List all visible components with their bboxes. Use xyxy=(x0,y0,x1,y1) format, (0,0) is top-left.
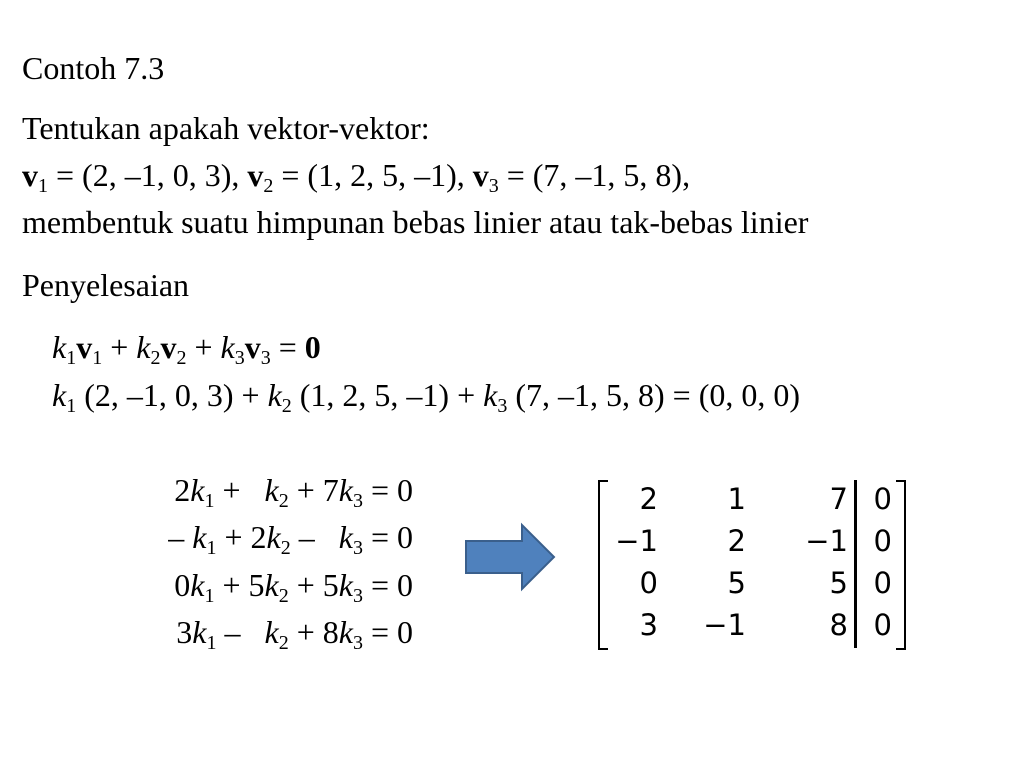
matrix-cell: 3 xyxy=(639,608,658,642)
bold-symbol: v xyxy=(22,157,38,193)
italic-variable: k xyxy=(266,519,281,555)
matrix-cell: 0 xyxy=(639,566,658,600)
matrix-cell: 0 xyxy=(873,524,892,558)
italic-variable: k xyxy=(338,567,353,603)
subscript: 2 xyxy=(263,175,274,197)
text-segment: + 2 xyxy=(216,519,267,555)
bold-symbol: v xyxy=(247,157,264,193)
italic-variable: k xyxy=(192,614,207,650)
bold-symbol: v xyxy=(472,157,489,193)
subscript: 1 xyxy=(66,347,77,369)
augmented-matrix xyxy=(598,478,908,650)
bold-symbol: v xyxy=(76,329,93,365)
italic-variable: k xyxy=(264,472,279,508)
matrix-cell: 7 xyxy=(829,482,848,516)
bold-symbol: v xyxy=(160,329,177,365)
right-arrow-icon xyxy=(464,522,558,592)
italic-variable: k xyxy=(190,567,205,603)
text-segment: 0 xyxy=(174,567,191,603)
system-equation-4 xyxy=(176,614,413,654)
subscript: 3 xyxy=(488,175,499,197)
subscript: 3 xyxy=(260,347,271,369)
subscript: 2 xyxy=(281,395,292,417)
text-segment: = (7, –1, 5, 8), xyxy=(498,157,691,193)
italic-variable: k xyxy=(338,519,353,555)
matrix-cell: 5 xyxy=(727,566,746,600)
matrix-cell: 2 xyxy=(639,482,658,516)
italic-variable: k xyxy=(192,519,207,555)
text-segment: = 0 xyxy=(362,472,413,508)
text-segment: = xyxy=(270,329,305,365)
text-segment: + 5 xyxy=(214,567,265,603)
subscript: 2 xyxy=(280,537,291,559)
subscript: 3 xyxy=(352,490,363,512)
matrix-cell: 0 xyxy=(873,482,892,516)
subscript: 3 xyxy=(497,395,508,417)
text-segment: (7, –1, 5, 8) = (0, 0, 0) xyxy=(507,377,800,413)
matrix-cell: 8 xyxy=(829,608,848,642)
matrix-cell: 1 xyxy=(727,482,746,516)
text-segment: (1, 2, 5, –1) + xyxy=(291,377,484,413)
text-segment: + 8 xyxy=(288,614,339,650)
matrix-cell: 0 xyxy=(873,566,892,600)
system-equation-3 xyxy=(174,567,413,607)
text-segment: + xyxy=(186,329,221,365)
solution-heading: Penyelesaian xyxy=(22,267,190,303)
italic-variable: k xyxy=(190,472,205,508)
system-equation-1 xyxy=(174,472,413,512)
question-text: Tentukan apakah vektor-vektor: xyxy=(22,110,430,146)
text-segment: + 7 xyxy=(288,472,339,508)
text-segment: = (1, 2, 5, –1), xyxy=(273,157,473,193)
vectors-line xyxy=(22,157,691,197)
matrix-cell: −1 xyxy=(615,524,658,558)
italic-variable: k xyxy=(52,377,67,413)
text-segment: + 5 xyxy=(288,567,339,603)
subscript: 1 xyxy=(38,175,48,197)
italic-variable: k xyxy=(264,614,279,650)
italic-variable: k xyxy=(338,472,353,508)
text-segment: + xyxy=(214,472,265,508)
matrix-cell: −1 xyxy=(703,608,746,642)
subscript: 3 xyxy=(352,632,363,654)
question-end: membentuk suatu himpunan bebas linier atau tak-bebas linier xyxy=(22,204,809,240)
system-equation-2 xyxy=(168,519,413,559)
matrix-cell: 2 xyxy=(727,524,746,558)
italic-variable: k xyxy=(220,329,235,365)
italic-variable: k xyxy=(264,567,279,603)
equation-vector-form xyxy=(52,329,321,369)
subscript: 1 xyxy=(92,347,103,369)
subscript: 2 xyxy=(278,585,289,607)
right-bracket xyxy=(896,480,906,650)
text-segment: – xyxy=(168,519,193,555)
text-segment: = (2, –1, 0, 3), xyxy=(48,157,248,193)
text-segment: = 0 xyxy=(362,519,413,555)
italic-variable: k xyxy=(52,329,67,365)
matrix-cell: 5 xyxy=(829,566,848,600)
text-segment: 2 xyxy=(174,472,191,508)
italic-variable: k xyxy=(136,329,151,365)
italic-variable: k xyxy=(267,377,282,413)
equation-component-form xyxy=(52,377,800,417)
subscript: 1 xyxy=(204,490,215,512)
subscript: 1 xyxy=(206,632,217,654)
bold-symbol: v xyxy=(244,329,261,365)
text-segment: = 0 xyxy=(362,614,413,650)
subscript: 1 xyxy=(66,395,77,417)
matrix-cell: −1 xyxy=(805,524,848,558)
subscript: 2 xyxy=(150,347,161,369)
text-segment: = 0 xyxy=(362,567,413,603)
matrix-cell: 0 xyxy=(873,608,892,642)
italic-variable: k xyxy=(338,614,353,650)
text-segment: – xyxy=(290,519,339,555)
text-segment: – xyxy=(216,614,265,650)
text-segment: + xyxy=(102,329,137,365)
subscript: 3 xyxy=(234,347,245,369)
text-segment: 3 xyxy=(176,614,193,650)
subscript: 1 xyxy=(204,585,215,607)
bold-symbol: 0 xyxy=(304,329,321,365)
subscript: 3 xyxy=(352,537,363,559)
subscript: 2 xyxy=(278,490,289,512)
subscript: 1 xyxy=(206,537,217,559)
italic-variable: k xyxy=(483,377,498,413)
subscript: 2 xyxy=(278,632,289,654)
subscript: 2 xyxy=(176,347,187,369)
slide-title: Contoh 7.3 xyxy=(22,50,165,86)
text-segment: (2, –1, 0, 3) + xyxy=(76,377,268,413)
subscript: 3 xyxy=(352,585,363,607)
